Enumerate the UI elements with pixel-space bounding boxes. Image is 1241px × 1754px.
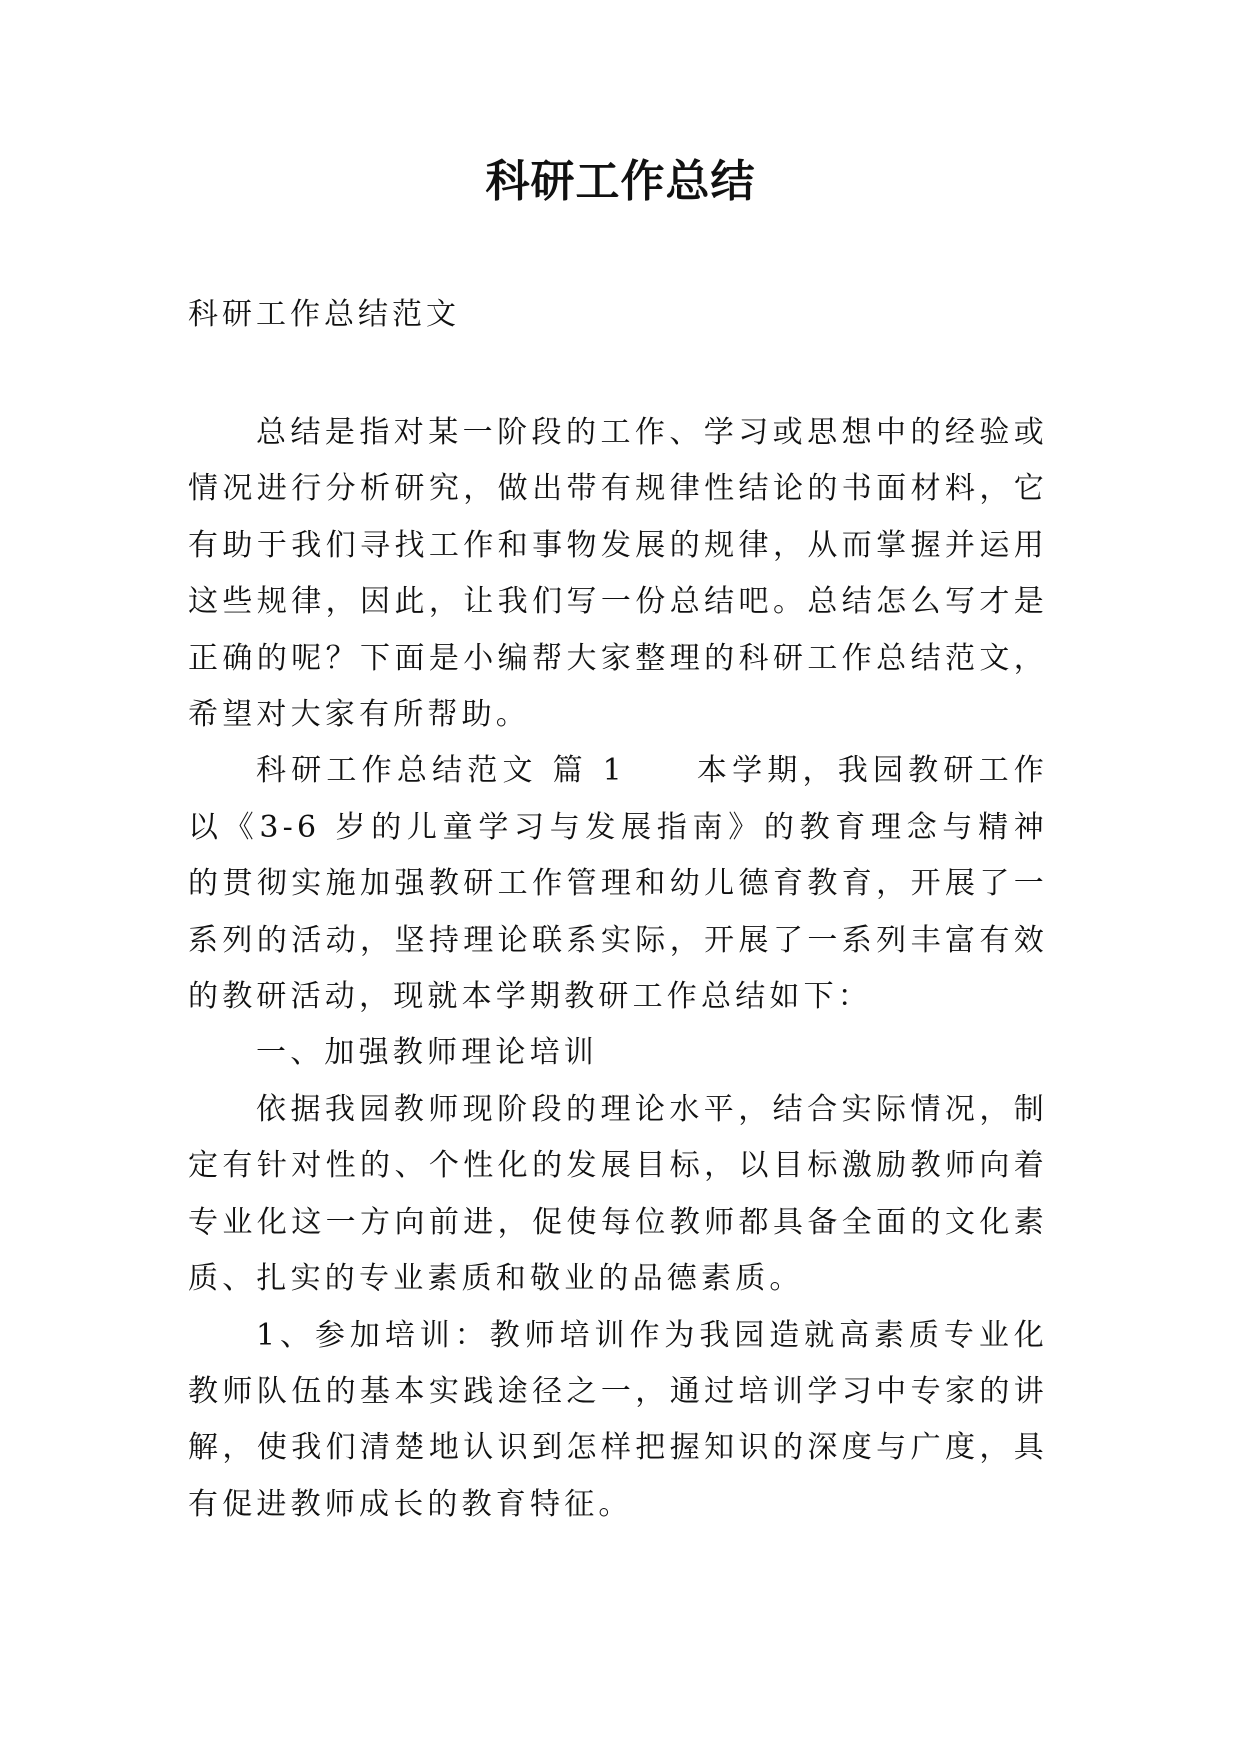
section-heading: 一、加强教师理论培训	[256, 1035, 598, 1071]
document-body	[188, 405, 1048, 1533]
article-lead-text: 本学期，我园教研工作以《3-6 岁的儿童学习与发展指南》的教育理念与精神的贯彻实施加强教研工作管理和幼儿德育教育，开展了一系列的活动，坚持理论联系实际，开展了一系列丰富有效的教研活动，现就本学期教研工作总结如下：	[188, 753, 1048, 1015]
article-number: 篇 1	[551, 753, 626, 789]
section-body-paragraph: 依据我园教师现阶段的理论水平，结合实际情况，制定有针对性的、个性化的发展目标，以目标激励教师向着专业化这一方向前进，促使每位教师都具备全面的文化素质、扎实的专业素质和敬业的品德素质。	[188, 1091, 1048, 1297]
article-lead-paragraph	[188, 743, 1048, 1025]
intro-paragraph: 总结是指对某一阶段的工作、学习或思想中的经验或情况进行分析研究，做出带有规律性结论的书面材料，它有助于我们寻找工作和事物发展的规律，从而掌握并运用这些规律，因此，让我们写一份总结吧。总结怎么写才是正确的呢？下面是小编帮大家整理的科研工作总结范文，希望对大家有所帮助。	[188, 415, 1048, 733]
list-item-training: 1、参加培训：教师培训作为我园造就高素质专业化教师队伍的基本实践途径之一，通过培训学习中专家的讲解，使我们清楚地认识到怎样把握知识的深度与广度，具有促进教师成长的教育特征。	[188, 1317, 1048, 1522]
article-heading: 科研工作总结范文	[256, 753, 538, 789]
document-subtitle: 科研工作总结范文	[188, 297, 460, 332]
document-title: 科研工作总结	[485, 156, 756, 207]
